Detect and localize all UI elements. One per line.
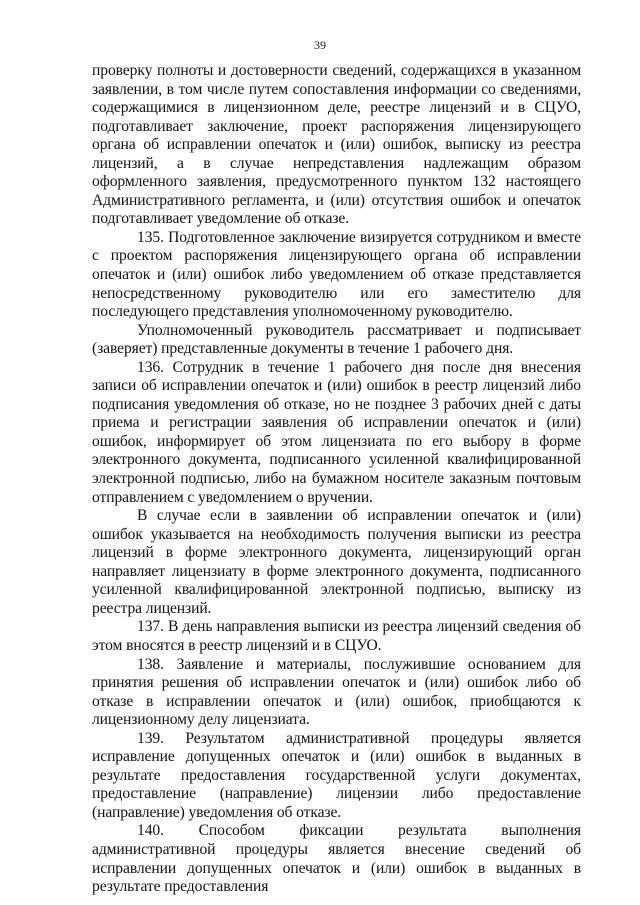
paragraph-135: 135. Подготовленное заключение визируется сотрудником и вместе с проектом распоряжения лицензирующего органа об исправлении опечаток и (или) ошибок либо уведомлением об отказе представляется непосредственному руководителю или его заместителю для последующего представления уполномоченному руководителю. [92,228,581,321]
document-body [92,62,581,897]
paragraph-continuation: проверку полноты и достоверности сведений, содержащихся в указанном заявлении, в том числе путем сопоставления информации со сведениями, содержащимися в лицензионном деле, реестре лицензий и в СЦУО, подготавливает заключение, проект распоряжения лицензирующего органа об исправлении опечаток и (или) ошибок, выписку из реестра лицензий, а в случае непредставления надлежащим образом оформленного заявления, предусмотренного пунктом 132 настоящего Административного регламента, и (или) отсутствия ошибок и опечаток подготавливает уведомление об отказе. [92,62,581,228]
page-number: 39 [314,38,326,52]
paragraph-139: 139. Результатом административной процедуры является исправление допущенных опечаток и (или) ошибок в выданных в результате предоставления государственной услуги документах, предоставление (направление) лицензии либо предоставление (направление) уведомления об отказе. [92,729,581,821]
paragraph-135-signing: Уполномоченный руководитель рассматривает и подписывает (заверяет) представленные документы в течение 1 рабочего дня. [92,321,581,358]
paragraph-136: 136. Сотрудник в течение 1 рабочего дня после дня внесения записи об исправлении опечаток и (или) ошибок в реестр лицензий либо подписания уведомления об отказе, но не позднее 3 рабочих дней с даты приема и регистрации заявления об исправлении опечаток и (или) ошибок, информирует об этом лицензиата по его выбору в форме электронного документа, подписанного усиленной квалифицированной электронной подписью, либо на бумажном носителе заказным почтовым отправлением с уведомлением о вручении. [92,358,581,506]
paragraph-136-electronic: В случае если в заявлении об исправлении опечаток и (или) ошибок указывается на необходимость получения выписки из реестра лицензий в форме электронного документа, лицензирующий орган направляет лицензиату в форме электронного документа, подписанного усиленной квалифицированной электронной подписью, выписку из реестра лицензий. [92,507,581,617]
paragraph-140: 140. Способом фиксации результата выполнения административной процедуры является внесение сведений об исправлении допущенных опечаток и (или) ошибок в выданных в результате предоставления [92,822,581,896]
paragraph-138: 138. Заявление и материалы, послужившие основанием для принятия решения об исправлении опечаток и (или) ошибок либо об отказе в исправлении опечаток и (или) ошибок, приобщаются к лицензионному делу лицензиата. [92,655,581,729]
paragraph-137: 137. В день направления выписки из реестра лицензий сведения об этом вносятся в реестр лицензий и в СЦУО. [92,618,581,654]
